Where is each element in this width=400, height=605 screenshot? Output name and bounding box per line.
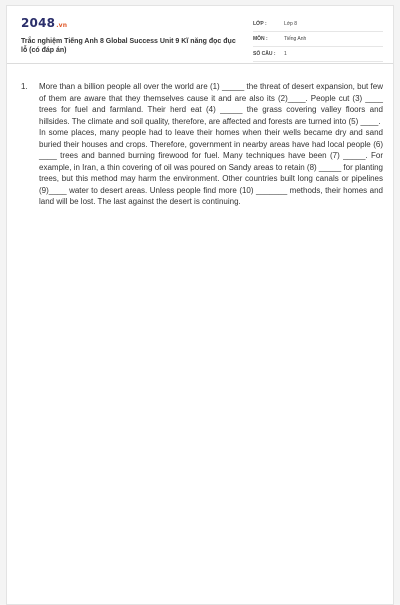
document-title: Trắc nghiệm Tiếng Anh 8 Global Success Unit 9 Kĩ năng đọc đục lỗ (có đáp án) <box>21 38 236 54</box>
site-logo[interactable] <box>21 16 67 30</box>
meta-label: MÔN : <box>253 36 268 42</box>
passage-paragraph: In some places, many people had to leave their homes when their wells became dry and sand buried their houses and crops. Therefore, government in nearby areas have had local people (6) ____ trees and banned burning firewood for fuel. Many techniques have been (7) _____. For example, in Iran, a thin covering of oil was poured on Sandy areas to retain (8) _____ for planting trees, but this method may harm the environment. Other countries built long canals or pipelines (9)____ water to desert areas. Unless people find more (10) _______ methods, their homes and land will be lost. The last against the desert is continuing. <box>39 128 383 206</box>
document-page <box>6 5 394 605</box>
meta-row-count <box>253 47 383 62</box>
meta-value: Lớp 8 <box>284 21 298 27</box>
logo-number: 2048 <box>21 16 56 30</box>
question-number: 1. <box>21 82 28 91</box>
meta-row-class <box>253 17 383 32</box>
passage-paragraph: More than a billion people all over the world are (1) _____ the threat of desert expansion, but few of them are aware that they themselves cause it and are also its (2)____. People cut (3) ____ trees for fuel and farmland. Their herd eat (4) _____ the grass covering valley floors and hillsides. The climate and soil quality, therefore, are affected and forests are turned into (5) ____. <box>39 82 383 126</box>
question-passage <box>39 81 383 208</box>
question-block <box>21 81 383 208</box>
logo-suffix: .vn <box>56 22 68 29</box>
meta-value: 1 <box>284 51 287 57</box>
meta-value: Tiếng Anh <box>284 36 307 42</box>
document-header <box>7 6 393 64</box>
meta-label: LỚP : <box>253 21 267 27</box>
meta-label: SỐ CÂU : <box>253 51 276 57</box>
meta-row-subject <box>253 32 383 47</box>
